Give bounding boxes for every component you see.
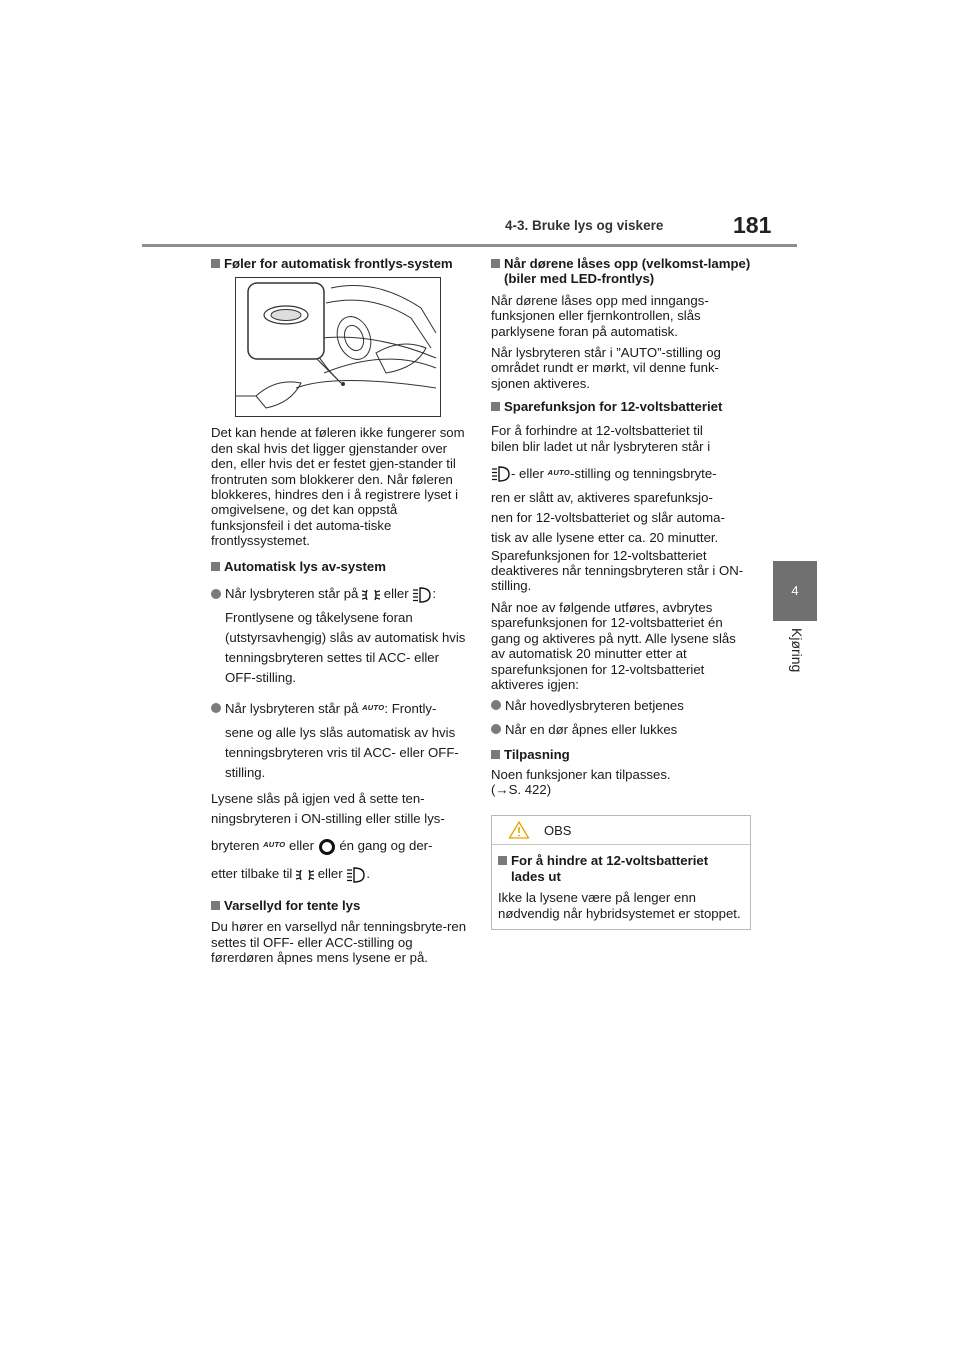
bullet-tail-head: Når lysbryteren står på eller : bbox=[211, 584, 469, 604]
customization-text: Noen funksjoner kan tilpasses. bbox=[491, 766, 671, 782]
heading-sensor: Føler for automatisk frontlys-system bbox=[211, 256, 469, 271]
sensor-illustration bbox=[235, 277, 441, 417]
round-bullet-icon bbox=[211, 703, 221, 713]
dashboard-sensor-icon bbox=[236, 278, 440, 416]
chapter-tab-label: Kjøring bbox=[789, 628, 805, 673]
bullet-main-switch: Når hovedlysbryteren betjenes bbox=[491, 698, 751, 713]
round-bullet-icon bbox=[491, 700, 501, 710]
battery-saver-deactivate: Sparefunksjonen for 12-voltsbatteriet deaktiveres når tenningsbryteren står i ON-stilling. bbox=[491, 547, 744, 594]
auto-switch-icon: AUTO bbox=[263, 840, 286, 850]
obs-header bbox=[492, 816, 750, 845]
section-title: 4-3. Bruke lys og viskere bbox=[505, 218, 664, 233]
heading-warning-sound: Varsellyd for tente lys bbox=[211, 898, 469, 913]
restart-paragraph: Lysene slås på igjen ved å sette ten- ningsbryteren i ON-stilling eller stille lys- bryteren $^{AUTO}$ eller én gang og der- etter tilbake til eller . bbox=[211, 791, 445, 882]
heading-customization: Tilpasning bbox=[491, 747, 751, 762]
customization-page-link[interactable]: (→S. 422) bbox=[491, 781, 552, 797]
chapter-tab-number: 4 bbox=[791, 583, 799, 598]
left-column bbox=[211, 256, 469, 972]
heading-battery-saver: Sparefunksjon for 12-voltsbatteriet bbox=[491, 399, 751, 414]
bullet-tail-head-body: Frontlysene og tåkelysene foran (utstyrsavhengig) slås av automatisk hvis tenningsbryteren settes til ACC- eller OFF-stilling. bbox=[225, 610, 466, 686]
obs-box bbox=[491, 815, 751, 930]
square-bullet-icon bbox=[211, 901, 220, 910]
warning-sound-paragraph: Du hører en varsellyd når tenningsbryte-ren settes til OFF- eller ACC-stilling og førerdøren åpnes mens lysene er på. bbox=[211, 919, 467, 966]
obs-heading: For å hindre at 12-voltsbatteriet lades ut bbox=[498, 853, 744, 884]
auto-switch-icon: AUTO bbox=[362, 703, 385, 713]
square-bullet-icon bbox=[491, 402, 500, 411]
header-rule bbox=[142, 244, 797, 247]
light-off-icon bbox=[318, 838, 336, 856]
page-number: 181 bbox=[733, 212, 772, 238]
round-bullet-icon bbox=[491, 724, 501, 734]
square-bullet-icon bbox=[491, 259, 500, 268]
bullet-auto: Når lysbryteren står på $^{AUTO}$: Frontly- bbox=[211, 698, 469, 719]
welcome-paragraph-1: Når dørene låses opp med inngangs-funksjonen eller fjernkontrollen, slås parklysene foran på automatisk. bbox=[491, 292, 709, 339]
right-column bbox=[491, 256, 751, 930]
obs-title: OBS bbox=[544, 822, 572, 838]
auto-switch-icon: AUTO bbox=[547, 467, 570, 477]
bullet-auto-body: sene og alle lys slås automatisk av hvis tenningsbryteren vris til ACC- eller OFF-stilling. bbox=[225, 725, 459, 781]
square-bullet-icon bbox=[498, 856, 507, 865]
square-bullet-icon bbox=[211, 562, 220, 571]
square-bullet-icon bbox=[211, 259, 220, 268]
heading-welcome-lamp: Når dørene låses opp (velkomst-lampe) (biler med LED-frontlys) bbox=[491, 256, 751, 287]
obs-text: Ikke la lysene være på lenger enn nødvendig når hybridsystemet er stoppet. bbox=[498, 890, 741, 921]
battery-saver-paragraph: For å forhindre at 12-voltsbatteriet til bilen blir ladet ut når lysbryteren står i - eller $^{AUTO}$-stilling og tenningsbryte- ren er slått av, aktiveres sparefunksjo- nen for 12-voltsbatteriet og slår automa- tisk av alle lysene etter ca. 20 minutter. bbox=[491, 422, 725, 545]
bullet-door: Når en dør åpnes eller lukkes bbox=[491, 722, 751, 737]
side-light-icon bbox=[362, 588, 380, 602]
side-light-icon bbox=[296, 868, 314, 882]
headlight-icon bbox=[346, 867, 366, 883]
round-bullet-icon bbox=[211, 589, 221, 599]
headlight-icon bbox=[491, 466, 511, 482]
battery-saver-interrupt: Når noe av følgende utføres, avbrytes sparefunksjonen for 12-voltsbatteriet én gang og aktiveres på nytt. Alle lysene slås av automatisk 20 minutter etter at sparefunksjonen for 12-voltsbatteriet aktiveres igjen: bbox=[491, 599, 736, 692]
warning-triangle-icon bbox=[508, 820, 530, 840]
welcome-paragraph-2: Når lysbryteren står i ”AUTO”-stilling og området rundt er mørkt, vil denne funk-sjonen aktiveres. bbox=[491, 345, 721, 391]
sensor-paragraph: Det kan hende at føleren ikke fungerer som den skal hvis det ligger gjenstander over den, eller hvis det er festet gjen-stander til frontruten som blokkerer den. Når føleren blokkeres, hindres den i å registrere lyset i omgivelsene, og det kan oppstå funksjonsfeil i det automa-tiske frontlyssystemet. bbox=[211, 425, 465, 549]
heading-auto-off: Automatisk lys av-system bbox=[211, 559, 469, 574]
headlight-icon bbox=[412, 587, 432, 603]
square-bullet-icon bbox=[491, 750, 500, 759]
